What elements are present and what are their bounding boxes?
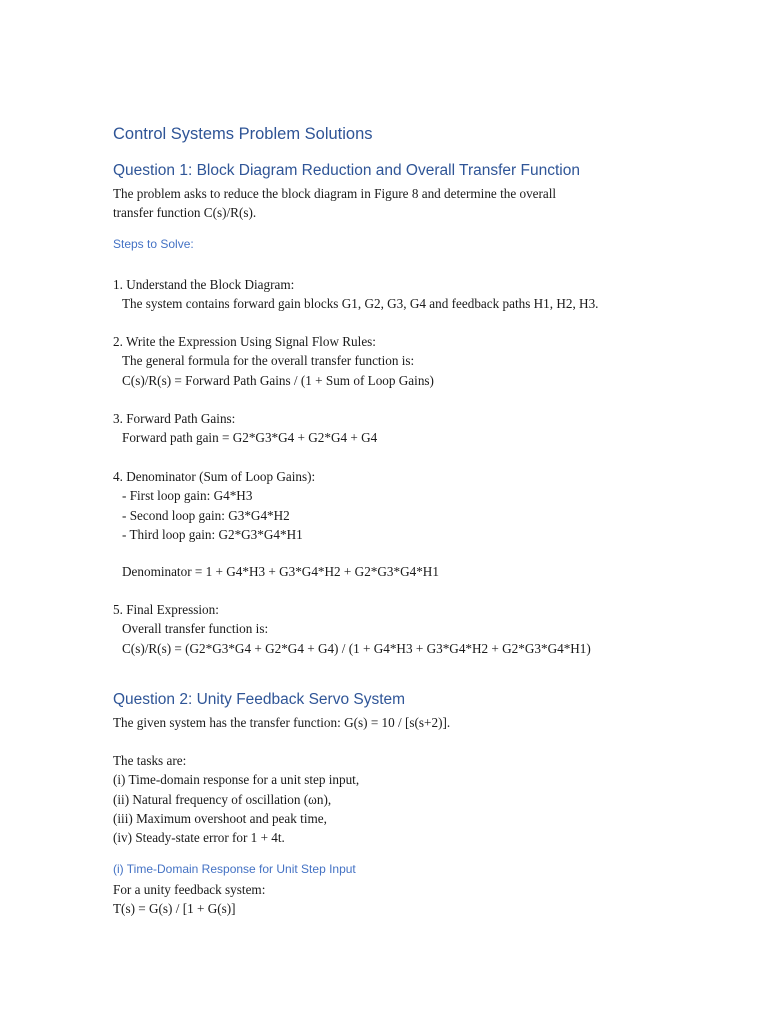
step-title: 4. Denominator (Sum of Loop Gains): — [113, 469, 316, 484]
question-1-intro — [113, 184, 556, 223]
loop-gain-item: - Second loop gain: G3*G4*H2 — [122, 507, 290, 523]
task-item: (iv) Steady-state error for 1 + 4t. — [113, 830, 285, 846]
step-text: The general formula for the overall transfer function is: — [122, 353, 415, 369]
steps-heading: Steps to Solve: — [113, 237, 194, 251]
body-line: For a unity feedback system: — [113, 882, 266, 897]
task-list-intro: The tasks are: — [113, 753, 187, 768]
final-formula: C(s)/R(s) = (G2*G3*G4 + G2*G4 + G4) / (1 + G4*H3 + G3*G4*H2 + G2*G3*G4*H1) — [122, 640, 591, 656]
step-1 — [113, 275, 598, 314]
question-2-heading: Question 2: Unity Feedback Servo System — [113, 691, 406, 708]
step-text: Overall transfer function is: — [122, 621, 269, 637]
document-title: Control Systems Problem Solutions — [113, 125, 373, 143]
loop-gain-item: - First loop gain: G4*H3 — [122, 488, 253, 504]
step-title: 2. Write the Expression Using Signal Flow Rules: — [113, 334, 376, 349]
time-domain-subheading: (i) Time-Domain Response for Unit Step Input — [113, 862, 356, 876]
step-4 — [113, 467, 315, 544]
body-formula: T(s) = G(s) / [1 + G(s)] — [113, 901, 236, 917]
step-3 — [113, 409, 377, 448]
time-domain-body — [113, 880, 265, 919]
step-title: 5. Final Expression: — [113, 602, 219, 617]
step-formula: C(s)/R(s) = Forward Path Gains / (1 + Sum of Loop Gains) — [122, 372, 434, 388]
step-2 — [113, 332, 434, 390]
step-title: 1. Understand the Block Diagram: — [113, 277, 295, 292]
task-item: (iii) Maximum overshoot and peak time, — [113, 810, 327, 826]
step-title: 3. Forward Path Gains: — [113, 411, 236, 426]
loop-gain-item: - Third loop gain: G2*G3*G4*H1 — [122, 526, 303, 542]
step-text: The system contains forward gain blocks G1, G2, G3, G4 and feedback paths H1, H2, H3. — [122, 296, 599, 312]
intro-line: The problem asks to reduce the block diagram in Figure 8 and determine the overall — [113, 186, 557, 201]
question-2-given: The given system has the transfer function: G(s) = 10 / [s(s+2)]. — [113, 715, 451, 730]
denominator-formula: Denominator = 1 + G4*H3 + G3*G4*H2 + G2*G3*G4*H1 — [122, 564, 439, 579]
question-1-heading: Question 1: Block Diagram Reduction and Overall Transfer Function — [113, 162, 580, 179]
step-formula: Forward path gain = G2*G3*G4 + G2*G4 + G4 — [122, 430, 378, 446]
intro-line: transfer function C(s)/R(s). — [113, 205, 257, 221]
step-5 — [113, 600, 591, 658]
task-item: (ii) Natural frequency of oscillation (ωn), — [113, 791, 332, 807]
task-item: (i) Time-domain response for a unit step input, — [113, 772, 360, 788]
task-list — [113, 751, 359, 847]
